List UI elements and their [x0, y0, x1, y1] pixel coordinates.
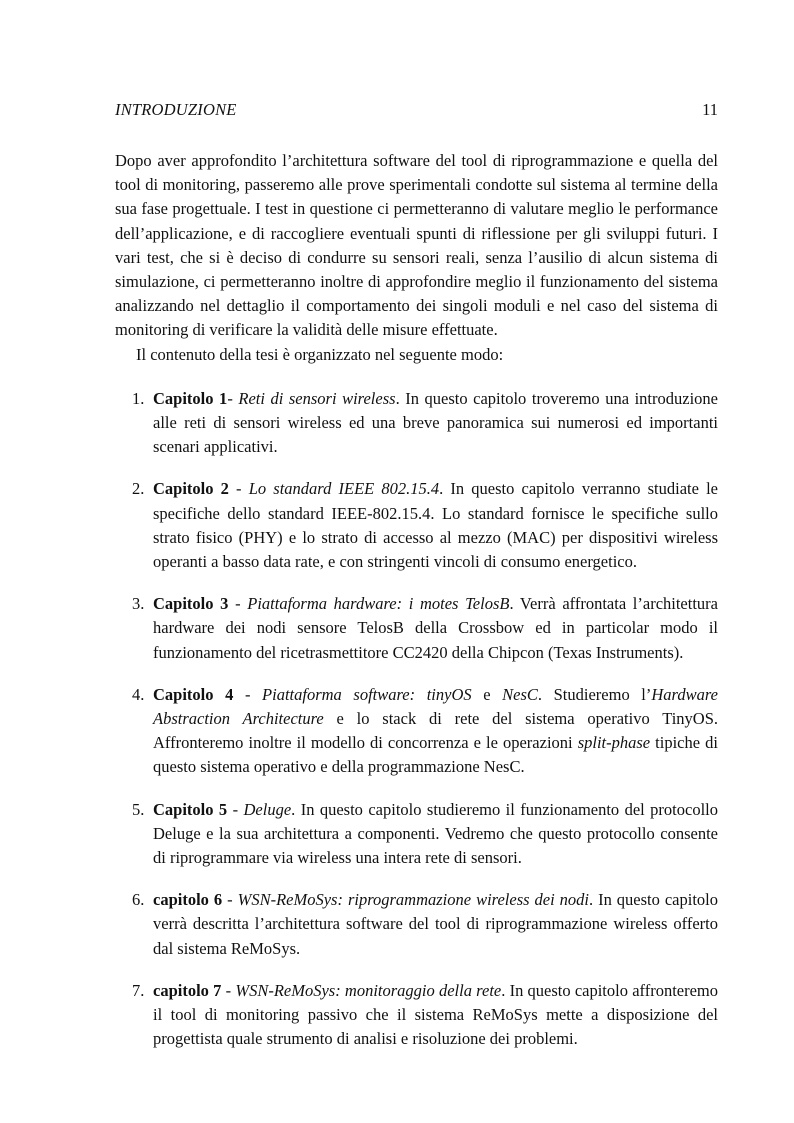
- title-connector: e: [471, 684, 503, 704]
- chapter-title: Lo standard IEEE 802.15.4: [248, 479, 440, 499]
- separator: -: [228, 479, 249, 499]
- chapter-title: Piattaforma hardware: i motes TelosB: [247, 594, 510, 614]
- separator: -: [228, 594, 248, 614]
- list-number: 1.: [132, 388, 145, 408]
- emphasis-term: split-phase: [577, 733, 651, 753]
- running-header: [115, 99, 718, 121]
- separator: -: [233, 684, 263, 704]
- chapter-title-secondary: NesC: [502, 684, 538, 704]
- chapter-description: . In questo capitolo studieremo il funzionamento del protocollo Deluge e la sua architettura a componenti. Vedremo che questo protocollo consente di riprogrammare via wireless una intera rete di sensori.: [153, 799, 718, 868]
- chapter-label: capitolo 6: [153, 890, 223, 910]
- body-text: [115, 149, 718, 1070]
- list-item-chapter-3: [115, 592, 718, 665]
- separator: -: [222, 890, 238, 910]
- page-number: 11: [702, 100, 718, 119]
- chapter-description: . In questo capitolo verrà descritta l’architettura software del tool di riprogrammazione wireless offerto dal sistema ReMoSys.: [153, 890, 718, 958]
- separator: -: [227, 799, 244, 819]
- chapter-title: Piattaforma software: tinyOS: [262, 684, 472, 704]
- list-number: 4.: [132, 684, 145, 704]
- list-item-chapter-2: [115, 477, 718, 574]
- list-item-chapter-6: [115, 888, 718, 961]
- chapter-description-part: e lo stack di rete del sistema operativo TinyOS. Affronteremo inoltre il modello di concorrenza e le operazioni: [153, 709, 718, 753]
- chapter-description: . In questo capitolo verranno studiate le specifiche dello standard IEEE-802.15.4. Lo standard fornisce le specifiche sullo strato fisico (PHY) e lo strato di accesso al mezzo (MAC) per dispositivi wireless operanti a basso data rate, e con stringenti vincoli di consumo energetico.: [153, 479, 718, 572]
- list-item-chapter-5: [115, 798, 718, 871]
- chapter-title: Deluge: [243, 799, 292, 819]
- chapter-description: . In questo capitolo affronteremo il tool di monitoring passivo che il sistema ReMoSys mette a disposizione del progettista quale strumento di analisi e risoluzione dei problemi.: [153, 980, 719, 1049]
- list-number: 3.: [132, 594, 145, 614]
- chapter-title: WSN-ReMoSys: riprogrammazione wireless dei nodi: [237, 890, 589, 910]
- list-item-chapter-1: [115, 387, 718, 460]
- list-number: 5.: [132, 799, 145, 819]
- chapter-description-part: tipiche di questo sistema operativo e della programmazione NesC.: [153, 733, 718, 777]
- chapter-title: Reti di sensori wireless: [238, 388, 396, 408]
- chapter-title: WSN-ReMoSys: monitoraggio della rete: [235, 980, 502, 1000]
- list-number: 2.: [132, 479, 145, 499]
- separator: -: [227, 388, 239, 408]
- list-item-chapter-7: [115, 979, 718, 1052]
- list-item-chapter-4: [115, 683, 718, 780]
- intro-paragraph: Dopo aver approfondito l’architettura software del tool di riprogrammazione e quella del tool di monitoring, passeremo alle prove sperimentali condotte sul sistema al termine della sua fase progettuale. I test in questione ci permetteranno di valutare meglio le performance dell’applicazione, e di raccogliere eventuali spunti di riflessione per gli sviluppi futuri. I vari test, che si è deciso di condurre su sensori reali, senza l’ausilio di alcun sistema di simulazione, ci permetteranno inoltre di approfondire meglio il funzionamento del sistema analizzando nel dettaglio il comportamento dei singoli moduli e nel caso del sistema di monitoring di verificare la validità delle misure effettuate.: [115, 151, 718, 340]
- chapter-label: Capitolo 3: [153, 594, 229, 614]
- emphasis-term: Hardware Abstraction Architecture: [153, 684, 718, 729]
- chapter-label: Capitolo 2: [153, 479, 229, 499]
- chapter-label: Capitolo 1: [153, 388, 228, 408]
- chapter-label: Capitolo 4: [153, 684, 234, 704]
- chapter-description: . In questo capitolo troveremo una introduzione alle reti di sensori wireless ed una breve panoramica sui numerosi ed importanti scenari applicativi.: [153, 388, 718, 457]
- chapter-label: capitolo 7: [153, 980, 222, 1000]
- chapter-list: [115, 387, 718, 1052]
- list-number: 6.: [132, 890, 145, 910]
- chapter-heading: INTRODUZIONE: [115, 100, 237, 119]
- chapter-description: . Verrà affrontata l’architettura hardware dei nodi sensore TelosB della Crossbow ed in particolar modo il funzionamento del ricetrasmettitore CC2420 della Chipcon (Texas Instruments).: [153, 594, 718, 662]
- chapter-description-part: . Studieremo l’: [537, 684, 652, 704]
- list-number: 7.: [132, 980, 145, 1000]
- intro-lead: Il contenuto della tesi è organizzato nel seguente modo:: [136, 344, 504, 364]
- separator: -: [221, 980, 236, 1000]
- chapter-label: Capitolo 5: [153, 799, 228, 819]
